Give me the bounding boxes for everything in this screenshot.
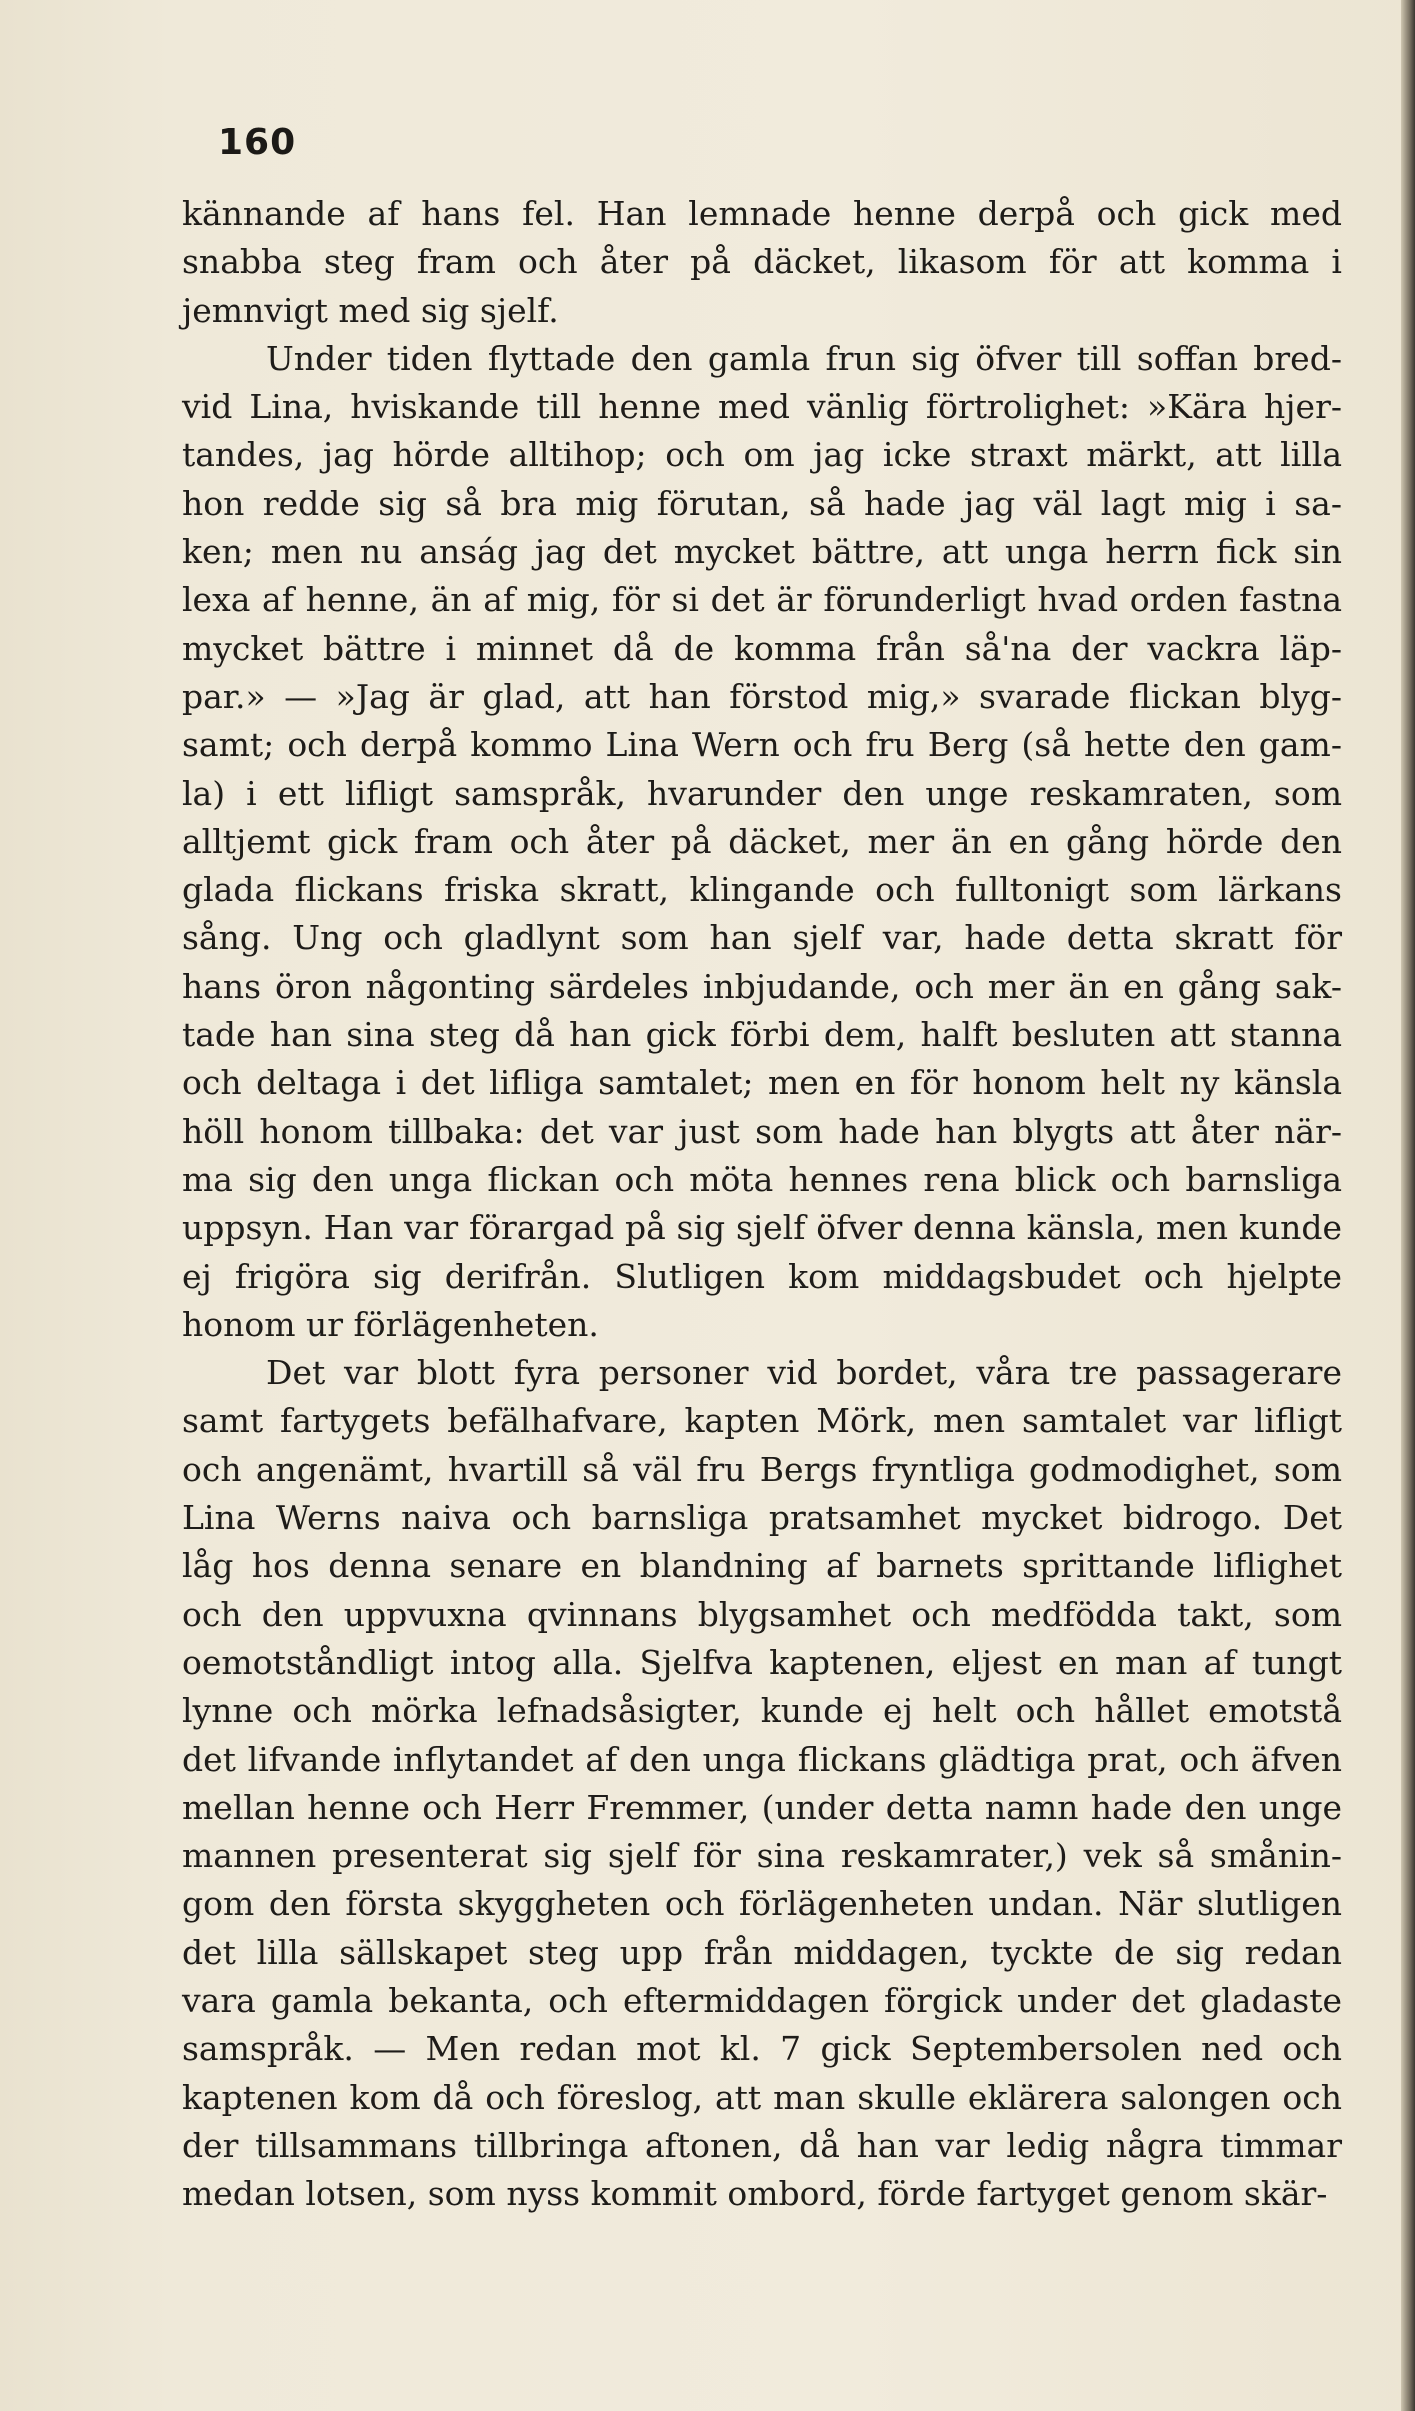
text-line: alltjemt gick fram och åter på däcket, mer än en gång hörde den — [182, 821, 1342, 861]
text-line: medan lotsen, som nyss kommit ombord, förde fartyget genom skär- — [182, 2174, 1328, 2214]
body-text — [182, 190, 1342, 2218]
text-line: kännande af hans fel. Han lemnade henne derpå och gick med — [182, 194, 1342, 233]
text-line: Lina Werns naiva och barnsliga pratsamhet mycket bidrogo. Det — [182, 1498, 1342, 1538]
text-line: honom ur förlägenheten. — [182, 1304, 599, 1344]
text-line: lexa af henne, än af mig, för si det är förunderligt hvad orden fastna — [182, 580, 1342, 620]
text-line: ma sig den unga flickan och möta hennes rena blick och barnsliga — [182, 1159, 1342, 1199]
page-edge-shadow — [1401, 0, 1415, 2411]
text-line: vid Lina, hviskande till henne med vänlig förtrolighet: »Kära hjer- — [182, 387, 1342, 427]
text-line: tandes, jag hörde alltihop; och om jag icke straxt märkt, att lilla — [182, 435, 1342, 475]
paragraph — [182, 1349, 1342, 2218]
text-line: par.» — »Jag är glad, att han förstod mig,» svarade flickan blyg- — [182, 676, 1342, 716]
text-line: höll honom tillbaka: det var just som hade han blygts att åter när- — [182, 1111, 1342, 1151]
text-line: mannen presenterat sig sjelf för sina reskamrater,) vek så smånin- — [182, 1836, 1342, 1876]
text-line: uppsyn. Han var förargad på sig sjelf öfver denna känsla, men kunde — [182, 1208, 1342, 1248]
text-line: der tillsammans tillbringa aftonen, då han var ledig några timmar — [182, 2125, 1342, 2165]
text-line: det lilla sällskapet steg upp från middagen, tyckte de sig redan — [182, 1932, 1342, 1972]
text-line: lynne och mörka lefnadsåsigter, kunde ej helt och hållet emotstå — [182, 1691, 1342, 1731]
text-line: mycket bättre i minnet då de komma från så'na der vackra läp- — [182, 628, 1342, 668]
text-line: samspråk. — Men redan mot kl. 7 gick Septembersolen ned och — [182, 2029, 1342, 2069]
text-line: och angenämt, hvartill så väl fru Bergs fryntliga godmodighet, som — [182, 1449, 1342, 1489]
text-line: och den uppvuxna qvinnans blygsamhet och medfödda takt, som — [182, 1594, 1342, 1634]
text-line: mellan henne och Herr Fremmer, (under detta namn hade den unge — [182, 1787, 1342, 1827]
text-line: snabba steg fram och åter på däcket, likasom för att komma i — [182, 242, 1342, 282]
text-line: hon redde sig så bra mig förutan, så hade jag väl lagt mig i sa- — [182, 483, 1342, 523]
text-line: oemotståndligt intog alla. Sjelfva kaptenen, eljest en man af tungt — [182, 1642, 1342, 1682]
page-number: 160 — [218, 122, 297, 163]
text-line: gom den första skyggheten och förlägenheten undan. När slutligen — [182, 1884, 1342, 1924]
text-line: kaptenen kom då och föreslog, att man skulle eklärera salongen och — [182, 2077, 1342, 2117]
text-line: Det var blott fyra personer vid bordet, våra tre passagerare — [266, 1353, 1342, 1393]
text-line: samt; och derpå kommo Lina Wern och fru Berg (så hette den gam- — [182, 725, 1342, 765]
text-line: samt fartygets befälhafvare, kapten Mörk, men samtalet var lifligt — [182, 1401, 1342, 1441]
text-line: hans öron någonting särdeles inbjudande, och mer än en gång sak- — [182, 966, 1342, 1006]
text-line: jemnvigt med sig sjelf. — [182, 290, 559, 330]
text-line: Under tiden flyttade den gamla frun sig öfver till soffan bred- — [266, 338, 1342, 378]
paragraph — [182, 335, 1342, 1349]
text-line: ej frigöra sig derifrån. Slutligen kom middagsbudet och hjelpte — [182, 1256, 1342, 1296]
text-line: låg hos denna senare en blandning af barnets sprittande liflighet — [182, 1546, 1342, 1586]
text-line: tade han sina steg då han gick förbi dem, halft besluten att stanna — [182, 1015, 1342, 1055]
text-line: sång. Ung och gladlynt som han sjelf var, hade detta skratt för — [182, 918, 1342, 958]
text-line: det lifvande inflytandet af den unga flickans glädtiga prat, och äfven — [182, 1739, 1342, 1779]
text-line: la) i ett lifligt samspråk, hvarunder den unge reskamraten, som — [182, 773, 1342, 813]
text-line: glada flickans friska skratt, klingande och fulltonigt som lärkans — [182, 870, 1342, 910]
paragraph — [182, 190, 1342, 335]
text-line: ken; men nu anság jag det mycket bättre, att unga herrn fick sin — [182, 532, 1342, 572]
text-line: vara gamla bekanta, och eftermiddagen förgick under det gladaste — [182, 1980, 1342, 2020]
text-line: och deltaga i det lifliga samtalet; men en för honom helt ny känsla — [182, 1063, 1342, 1103]
